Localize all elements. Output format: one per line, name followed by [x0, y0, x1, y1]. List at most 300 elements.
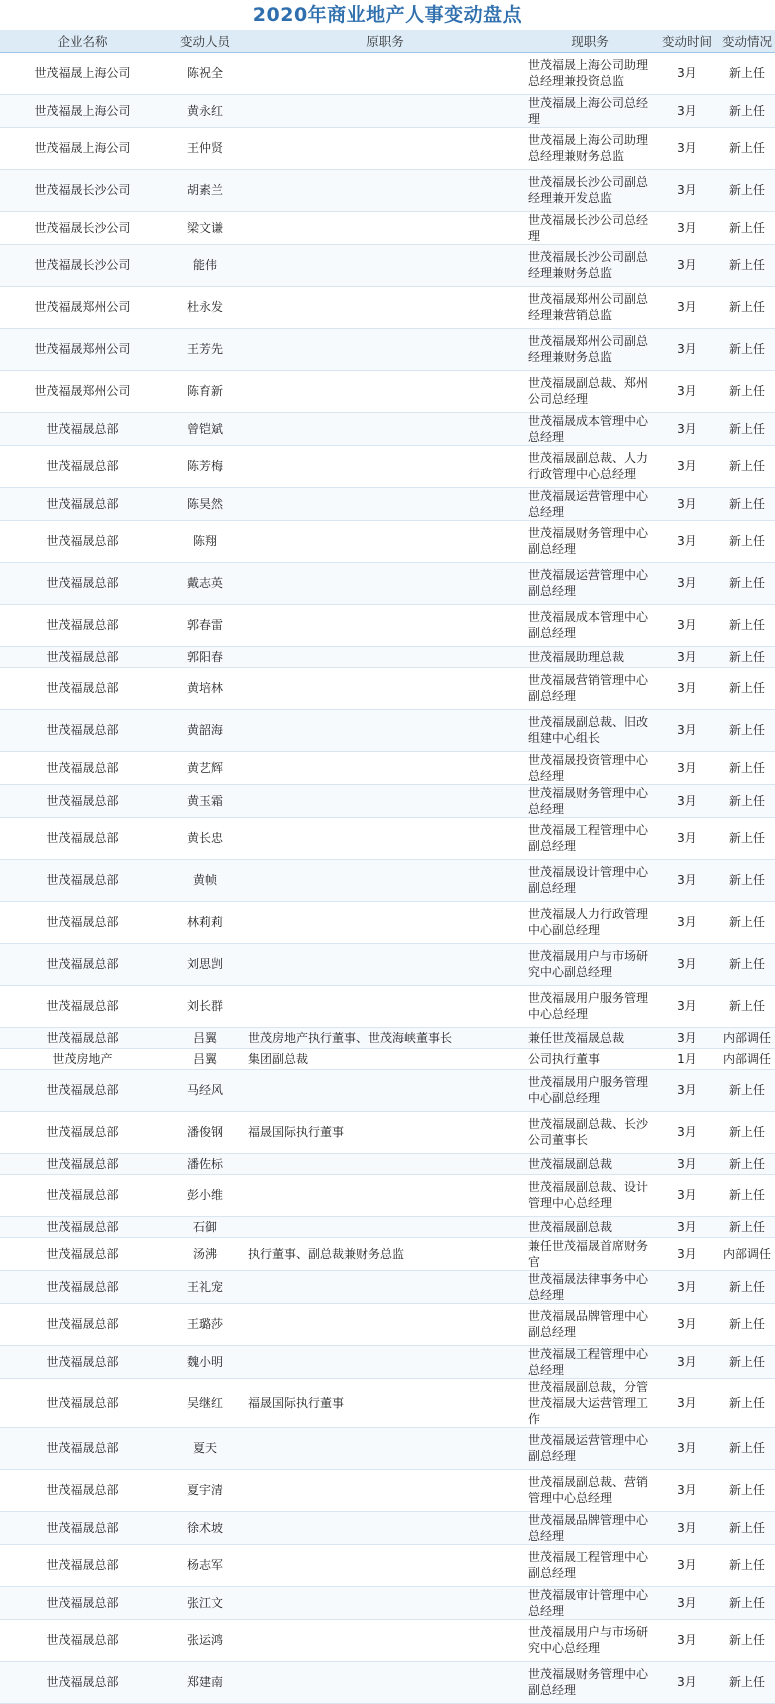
current-position-cell: 世茂福晟副总裁、旧改组建中心组长 — [525, 709, 655, 751]
change-time-cell: 3月 — [655, 985, 719, 1027]
current-position-cell: 世茂福晟郑州公司副总经理兼营销总监 — [525, 286, 655, 328]
current-position-cell: 世茂福晟郑州公司副总经理兼财务总监 — [525, 328, 655, 370]
original-position-cell — [245, 370, 525, 412]
change-status-cell: 新上任 — [719, 667, 775, 709]
table-row — [0, 1048, 775, 1069]
person-cell: 张运鸿 — [165, 1619, 245, 1661]
company-cell: 世茂福晟总部 — [0, 1619, 165, 1661]
company-cell: 世茂福晟郑州公司 — [0, 328, 165, 370]
company-cell: 世茂福晟总部 — [0, 1069, 165, 1111]
table-row — [0, 604, 775, 646]
company-cell: 世茂福晟上海公司 — [0, 127, 165, 169]
person-cell: 曾铠斌 — [165, 412, 245, 445]
original-position-cell — [245, 646, 525, 667]
original-position-cell — [245, 94, 525, 127]
company-cell: 世茂福晟总部 — [0, 1174, 165, 1216]
change-time-cell: 3月 — [655, 709, 719, 751]
person-cell: 陈翔 — [165, 520, 245, 562]
original-position-cell: 福晟国际执行董事 — [245, 1111, 525, 1153]
change-status-cell: 新上任 — [719, 1153, 775, 1174]
change-time-cell: 3月 — [655, 169, 719, 211]
table-row — [0, 1586, 775, 1619]
change-status-cell: 新上任 — [719, 1303, 775, 1345]
current-position-cell: 世茂福晟用户与市场研究中心副总经理 — [525, 943, 655, 985]
change-time-cell: 3月 — [655, 646, 719, 667]
person-cell: 彭小维 — [165, 1174, 245, 1216]
change-time-cell: 3月 — [655, 1270, 719, 1303]
person-cell: 胡素兰 — [165, 169, 245, 211]
table-row — [0, 1661, 775, 1703]
company-cell: 世茂福晟总部 — [0, 709, 165, 751]
change-time-cell: 3月 — [655, 562, 719, 604]
person-cell: 黄韶海 — [165, 709, 245, 751]
table-row — [0, 817, 775, 859]
change-status-cell: 新上任 — [719, 286, 775, 328]
company-cell: 世茂福晟总部 — [0, 985, 165, 1027]
current-position-cell: 世茂福晟品牌管理中心副总经理 — [525, 1303, 655, 1345]
current-position-cell: 世茂福晟工程管理中心总经理 — [525, 1345, 655, 1378]
company-cell: 世茂福晟总部 — [0, 1270, 165, 1303]
original-position-cell — [245, 52, 525, 94]
current-position-cell: 世茂福晟副总裁、郑州公司总经理 — [525, 370, 655, 412]
person-cell: 潘俊钢 — [165, 1111, 245, 1153]
company-cell: 世茂福晟总部 — [0, 784, 165, 817]
change-time-cell: 3月 — [655, 1427, 719, 1469]
current-position-cell: 世茂福晟审计管理中心总经理 — [525, 1586, 655, 1619]
change-status-cell: 新上任 — [719, 1069, 775, 1111]
original-position-cell — [245, 1469, 525, 1511]
current-position-cell: 世茂福晟财务管理中心副总经理 — [525, 1661, 655, 1703]
change-time-cell: 3月 — [655, 667, 719, 709]
company-cell: 世茂福晟总部 — [0, 1345, 165, 1378]
change-time-cell: 3月 — [655, 244, 719, 286]
company-cell: 世茂福晟总部 — [0, 1544, 165, 1586]
change-time-cell: 1月 — [655, 1048, 719, 1069]
change-status-cell: 内部调任 — [719, 1237, 775, 1270]
current-position-cell: 世茂福晟副总裁、长沙公司董事长 — [525, 1111, 655, 1153]
current-position-cell: 世茂福晟副总裁、营销管理中心总经理 — [525, 1469, 655, 1511]
company-cell: 世茂福晟总部 — [0, 1237, 165, 1270]
change-time-cell: 3月 — [655, 1619, 719, 1661]
original-position-cell — [245, 1661, 525, 1703]
original-position-cell — [245, 1216, 525, 1237]
current-position-cell: 世茂福晟财务管理中心总经理 — [525, 784, 655, 817]
company-cell: 世茂福晟总部 — [0, 562, 165, 604]
original-position-cell — [245, 412, 525, 445]
change-status-cell: 新上任 — [719, 604, 775, 646]
company-cell: 世茂福晟总部 — [0, 445, 165, 487]
table-row — [0, 487, 775, 520]
table-row — [0, 1216, 775, 1237]
table-row — [0, 1469, 775, 1511]
table-row — [0, 1027, 775, 1048]
table-row — [0, 709, 775, 751]
person-cell: 徐术坡 — [165, 1511, 245, 1544]
table-row — [0, 412, 775, 445]
table-row — [0, 1303, 775, 1345]
change-status-cell: 新上任 — [719, 985, 775, 1027]
current-position-cell: 世茂福晟长沙公司总经理 — [525, 211, 655, 244]
current-position-cell: 世茂福晟副总裁 — [525, 1153, 655, 1174]
current-position-cell: 兼任世茂福晟总裁 — [525, 1027, 655, 1048]
table-row — [0, 1111, 775, 1153]
change-time-cell: 3月 — [655, 1511, 719, 1544]
change-status-cell: 新上任 — [719, 1511, 775, 1544]
change-time-cell: 3月 — [655, 127, 719, 169]
company-cell: 世茂福晟总部 — [0, 604, 165, 646]
change-time-cell: 3月 — [655, 370, 719, 412]
change-time-cell: 3月 — [655, 1174, 719, 1216]
company-cell: 世茂福晟郑州公司 — [0, 370, 165, 412]
person-cell: 汤沸 — [165, 1237, 245, 1270]
change-time-cell: 3月 — [655, 1378, 719, 1427]
company-cell: 世茂福晟总部 — [0, 1427, 165, 1469]
table-row — [0, 1345, 775, 1378]
change-time-cell: 3月 — [655, 286, 719, 328]
company-cell: 世茂福晟总部 — [0, 1216, 165, 1237]
company-cell: 世茂福晟总部 — [0, 1586, 165, 1619]
change-time-cell: 3月 — [655, 1216, 719, 1237]
table-row — [0, 985, 775, 1027]
person-cell: 魏小明 — [165, 1345, 245, 1378]
company-cell: 世茂福晟上海公司 — [0, 94, 165, 127]
person-cell: 黄玉霜 — [165, 784, 245, 817]
change-status-cell: 新上任 — [719, 1661, 775, 1703]
table-row — [0, 1174, 775, 1216]
person-cell: 郭阳春 — [165, 646, 245, 667]
person-cell: 张江文 — [165, 1586, 245, 1619]
person-cell: 王璐莎 — [165, 1303, 245, 1345]
original-position-cell — [245, 169, 525, 211]
change-status-cell: 新上任 — [719, 1345, 775, 1378]
person-cell: 吕翼 — [165, 1027, 245, 1048]
change-status-cell: 新上任 — [719, 562, 775, 604]
change-status-cell: 新上任 — [719, 244, 775, 286]
current-position-cell: 世茂福晟副总裁，分管世茂福晟大运营管理工作 — [525, 1378, 655, 1427]
person-cell: 黄长忠 — [165, 817, 245, 859]
original-position-cell — [245, 1153, 525, 1174]
company-cell: 世茂福晟总部 — [0, 1153, 165, 1174]
change-time-cell: 3月 — [655, 751, 719, 784]
change-time-cell: 3月 — [655, 412, 719, 445]
original-position-cell: 世茂房地产执行董事、世茂海峡董事长 — [245, 1027, 525, 1048]
change-status-cell: 新上任 — [719, 52, 775, 94]
header-original-position: 原职务 — [245, 30, 525, 52]
person-cell: 郭春雷 — [165, 604, 245, 646]
person-cell: 王礼宠 — [165, 1270, 245, 1303]
company-cell: 世茂福晟长沙公司 — [0, 244, 165, 286]
original-position-cell — [245, 1619, 525, 1661]
header-change-time: 变动时间 — [655, 30, 719, 52]
company-cell: 世茂福晟上海公司 — [0, 52, 165, 94]
table-row — [0, 211, 775, 244]
current-position-cell: 世茂福晟成本管理中心副总经理 — [525, 604, 655, 646]
original-position-cell — [245, 1303, 525, 1345]
original-position-cell — [245, 817, 525, 859]
table-body — [0, 52, 775, 1703]
change-status-cell: 新上任 — [719, 1544, 775, 1586]
table-row — [0, 784, 775, 817]
current-position-cell: 世茂福晟用户与市场研究中心总经理 — [525, 1619, 655, 1661]
change-time-cell: 3月 — [655, 784, 719, 817]
table-row — [0, 1237, 775, 1270]
change-time-cell: 3月 — [655, 1069, 719, 1111]
table-row — [0, 1153, 775, 1174]
company-cell: 世茂福晟总部 — [0, 817, 165, 859]
person-cell: 潘佐标 — [165, 1153, 245, 1174]
current-position-cell: 世茂福晟设计管理中心副总经理 — [525, 859, 655, 901]
table-row — [0, 52, 775, 94]
current-position-cell: 世茂福晟上海公司助理总经理兼投资总监 — [525, 52, 655, 94]
change-status-cell: 新上任 — [719, 1619, 775, 1661]
table-row — [0, 751, 775, 784]
person-cell: 王芳先 — [165, 328, 245, 370]
person-cell: 黄帧 — [165, 859, 245, 901]
change-status-cell: 新上任 — [719, 751, 775, 784]
original-position-cell — [245, 487, 525, 520]
company-cell: 世茂福晟长沙公司 — [0, 211, 165, 244]
company-cell: 世茂福晟总部 — [0, 751, 165, 784]
change-status-cell: 新上任 — [719, 1378, 775, 1427]
current-position-cell: 世茂福晟成本管理中心总经理 — [525, 412, 655, 445]
original-position-cell — [245, 1586, 525, 1619]
table-row — [0, 520, 775, 562]
original-position-cell — [245, 445, 525, 487]
company-cell: 世茂福晟总部 — [0, 943, 165, 985]
change-status-cell: 内部调任 — [719, 1027, 775, 1048]
person-cell: 黄艺辉 — [165, 751, 245, 784]
current-position-cell: 世茂福晟用户服务管理中心总经理 — [525, 985, 655, 1027]
company-cell: 世茂福晟总部 — [0, 859, 165, 901]
company-cell: 世茂福晟总部 — [0, 1511, 165, 1544]
company-cell: 世茂福晟总部 — [0, 646, 165, 667]
change-time-cell: 3月 — [655, 487, 719, 520]
table-row — [0, 562, 775, 604]
person-cell: 郑建南 — [165, 1661, 245, 1703]
change-status-cell: 新上任 — [719, 487, 775, 520]
change-status-cell: 新上任 — [719, 1270, 775, 1303]
original-position-cell — [245, 943, 525, 985]
change-status-cell: 新上任 — [719, 1111, 775, 1153]
person-cell: 杨志军 — [165, 1544, 245, 1586]
current-position-cell: 世茂福晟运营管理中心副总经理 — [525, 562, 655, 604]
person-cell: 刘长群 — [165, 985, 245, 1027]
change-status-cell: 新上任 — [719, 94, 775, 127]
current-position-cell: 世茂福晟副总裁、人力行政管理中心总经理 — [525, 445, 655, 487]
table-row — [0, 286, 775, 328]
original-position-cell — [245, 1511, 525, 1544]
original-position-cell — [245, 562, 525, 604]
change-time-cell: 3月 — [655, 604, 719, 646]
change-status-cell: 新上任 — [719, 412, 775, 445]
current-position-cell: 世茂福晟投资管理中心总经理 — [525, 751, 655, 784]
original-position-cell — [245, 127, 525, 169]
current-position-cell: 世茂福晟运营管理中心副总经理 — [525, 1427, 655, 1469]
company-cell: 世茂福晟总部 — [0, 1027, 165, 1048]
table-row — [0, 244, 775, 286]
current-position-cell: 世茂福晟营销管理中心副总经理 — [525, 667, 655, 709]
personnel-table — [0, 30, 775, 1704]
change-status-cell: 新上任 — [719, 520, 775, 562]
current-position-cell: 世茂福晟品牌管理中心总经理 — [525, 1511, 655, 1544]
person-cell: 刘思剀 — [165, 943, 245, 985]
table-row — [0, 901, 775, 943]
change-time-cell: 3月 — [655, 817, 719, 859]
change-status-cell: 新上任 — [719, 709, 775, 751]
page-title: 2020年商业地产人事变动盘点 — [252, 4, 523, 26]
current-position-cell: 世茂福晟长沙公司副总经理兼开发总监 — [525, 169, 655, 211]
original-position-cell — [245, 784, 525, 817]
change-time-cell: 3月 — [655, 1111, 719, 1153]
person-cell: 陈祝全 — [165, 52, 245, 94]
original-position-cell: 执行董事、副总裁兼财务总监 — [245, 1237, 525, 1270]
change-status-cell: 新上任 — [719, 1586, 775, 1619]
person-cell: 陈育新 — [165, 370, 245, 412]
person-cell: 黄永红 — [165, 94, 245, 127]
company-cell: 世茂福晟长沙公司 — [0, 169, 165, 211]
table-row — [0, 1544, 775, 1586]
current-position-cell: 世茂福晟人力行政管理中心副总经理 — [525, 901, 655, 943]
change-status-cell: 新上任 — [719, 445, 775, 487]
change-status-cell: 新上任 — [719, 784, 775, 817]
change-status-cell: 新上任 — [719, 1174, 775, 1216]
company-cell: 世茂福晟总部 — [0, 1378, 165, 1427]
person-cell: 杜永发 — [165, 286, 245, 328]
change-status-cell: 新上任 — [719, 127, 775, 169]
original-position-cell — [245, 901, 525, 943]
change-status-cell: 新上任 — [719, 1216, 775, 1237]
original-position-cell — [245, 1270, 525, 1303]
table-row — [0, 1619, 775, 1661]
change-time-cell: 3月 — [655, 328, 719, 370]
change-status-cell: 内部调任 — [719, 1048, 775, 1069]
table-header — [0, 30, 775, 52]
change-time-cell: 3月 — [655, 1237, 719, 1270]
company-cell: 世茂福晟郑州公司 — [0, 286, 165, 328]
current-position-cell: 世茂福晟助理总裁 — [525, 646, 655, 667]
company-cell: 世茂福晟总部 — [0, 487, 165, 520]
person-cell: 夏天 — [165, 1427, 245, 1469]
person-cell: 戴志英 — [165, 562, 245, 604]
current-position-cell: 世茂福晟副总裁、设计管理中心总经理 — [525, 1174, 655, 1216]
table-row — [0, 667, 775, 709]
original-position-cell — [245, 1427, 525, 1469]
current-position-cell: 世茂福晟上海公司助理总经理兼财务总监 — [525, 127, 655, 169]
table-row — [0, 328, 775, 370]
table-row — [0, 859, 775, 901]
company-cell: 世茂房地产 — [0, 1048, 165, 1069]
table-row — [0, 370, 775, 412]
change-time-cell: 3月 — [655, 1345, 719, 1378]
current-position-cell: 世茂福晟用户服务管理中心副总经理 — [525, 1069, 655, 1111]
original-position-cell — [245, 709, 525, 751]
table-row — [0, 1069, 775, 1111]
header-change-status: 变动情况 — [719, 30, 775, 52]
person-cell: 林莉莉 — [165, 901, 245, 943]
company-cell: 世茂福晟总部 — [0, 901, 165, 943]
change-time-cell: 3月 — [655, 1661, 719, 1703]
change-time-cell: 3月 — [655, 52, 719, 94]
current-position-cell: 世茂福晟工程管理中心副总经理 — [525, 817, 655, 859]
change-time-cell: 3月 — [655, 94, 719, 127]
current-position-cell: 世茂福晟财务管理中心副总经理 — [525, 520, 655, 562]
original-position-cell — [245, 859, 525, 901]
current-position-cell: 世茂福晟副总裁 — [525, 1216, 655, 1237]
original-position-cell: 集团副总裁 — [245, 1048, 525, 1069]
change-time-cell: 3月 — [655, 211, 719, 244]
original-position-cell — [245, 328, 525, 370]
original-position-cell — [245, 667, 525, 709]
original-position-cell — [245, 244, 525, 286]
person-cell: 能伟 — [165, 244, 245, 286]
original-position-cell — [245, 751, 525, 784]
current-position-cell: 兼任世茂福晟首席财务官 — [525, 1237, 655, 1270]
person-cell: 夏宇清 — [165, 1469, 245, 1511]
change-time-cell: 3月 — [655, 943, 719, 985]
change-status-cell: 新上任 — [719, 1469, 775, 1511]
table-row — [0, 169, 775, 211]
person-cell: 马经风 — [165, 1069, 245, 1111]
company-cell: 世茂福晟总部 — [0, 1661, 165, 1703]
table-row — [0, 1378, 775, 1427]
table-row — [0, 445, 775, 487]
table-row — [0, 943, 775, 985]
current-position-cell: 世茂福晟运营管理中心总经理 — [525, 487, 655, 520]
table-row — [0, 646, 775, 667]
person-cell: 王仲贤 — [165, 127, 245, 169]
change-time-cell: 3月 — [655, 1027, 719, 1048]
person-cell: 黄培林 — [165, 667, 245, 709]
change-status-cell: 新上任 — [719, 901, 775, 943]
change-time-cell: 3月 — [655, 1544, 719, 1586]
person-cell: 陈昊然 — [165, 487, 245, 520]
header-current-position: 现职务 — [525, 30, 655, 52]
change-time-cell: 3月 — [655, 859, 719, 901]
current-position-cell: 世茂福晟法律事务中心总经理 — [525, 1270, 655, 1303]
change-time-cell: 3月 — [655, 901, 719, 943]
change-time-cell: 3月 — [655, 1153, 719, 1174]
company-cell: 世茂福晟总部 — [0, 520, 165, 562]
change-time-cell: 3月 — [655, 1469, 719, 1511]
person-cell: 石御 — [165, 1216, 245, 1237]
person-cell: 吕翼 — [165, 1048, 245, 1069]
change-time-cell: 3月 — [655, 445, 719, 487]
change-time-cell: 3月 — [655, 1586, 719, 1619]
company-cell: 世茂福晟总部 — [0, 1111, 165, 1153]
table-row — [0, 1427, 775, 1469]
change-status-cell: 新上任 — [719, 943, 775, 985]
change-status-cell: 新上任 — [719, 817, 775, 859]
person-cell: 梁文谦 — [165, 211, 245, 244]
table-row — [0, 1270, 775, 1303]
company-cell: 世茂福晟总部 — [0, 667, 165, 709]
table-row — [0, 127, 775, 169]
person-cell: 吴继红 — [165, 1378, 245, 1427]
original-position-cell — [245, 520, 525, 562]
original-position-cell — [245, 1345, 525, 1378]
change-status-cell: 新上任 — [719, 211, 775, 244]
table-row — [0, 1511, 775, 1544]
current-position-cell: 世茂福晟上海公司总经理 — [525, 94, 655, 127]
current-position-cell: 世茂福晟工程管理中心副总经理 — [525, 1544, 655, 1586]
current-position-cell: 公司执行董事 — [525, 1048, 655, 1069]
change-status-cell: 新上任 — [719, 646, 775, 667]
person-cell: 陈芳梅 — [165, 445, 245, 487]
change-time-cell: 3月 — [655, 520, 719, 562]
original-position-cell — [245, 211, 525, 244]
header-company: 企业名称 — [0, 30, 165, 52]
change-status-cell: 新上任 — [719, 169, 775, 211]
